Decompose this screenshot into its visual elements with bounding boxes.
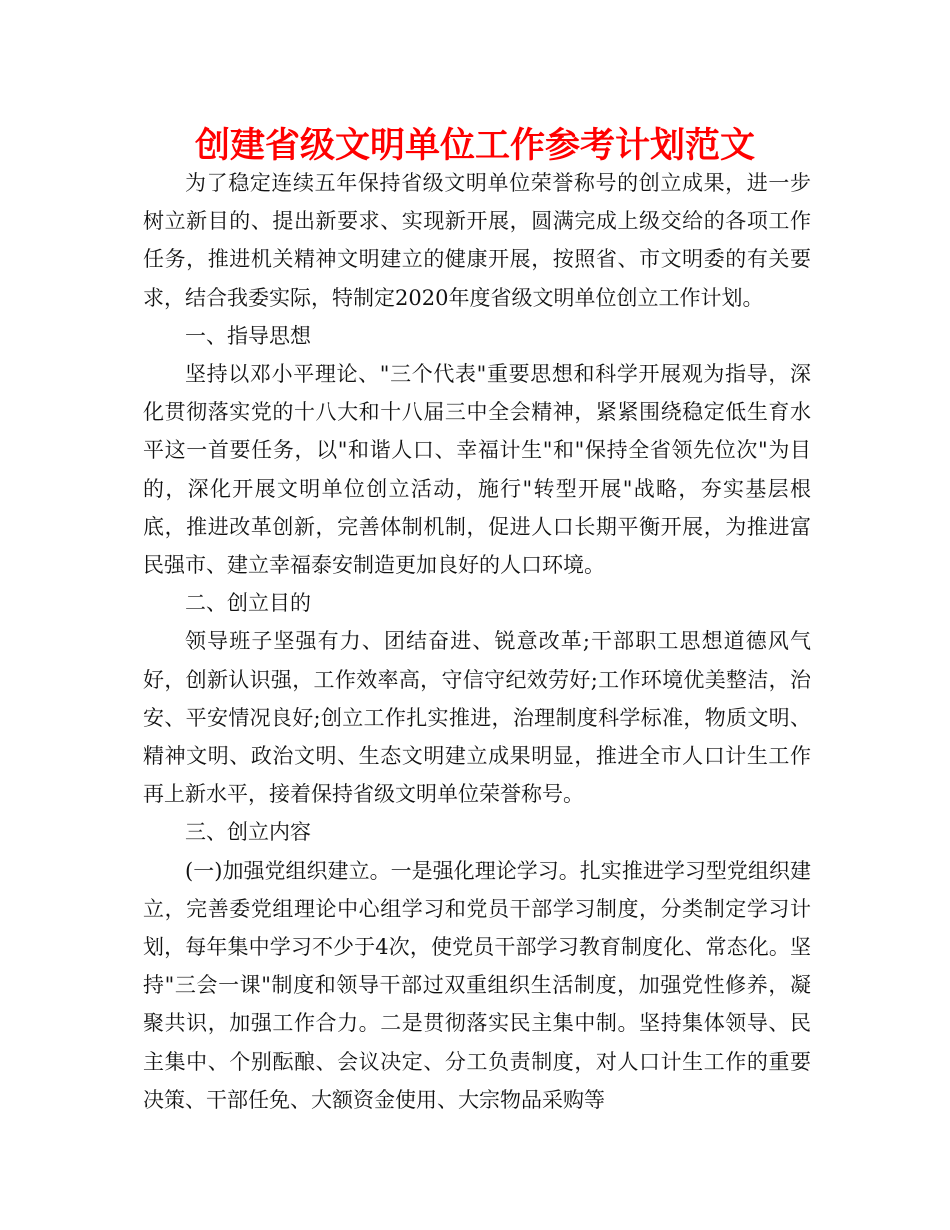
document-title: 创建省级文明单位工作参考计划范文: [194, 126, 755, 166]
paragraph-intro: 为了稳定连续五年保持省级文明单位荣誉称号的创立成果，进一步树立新目的、提出新要求、实现新开展，圆满完成上级交给的各项工作任务，推进机关精神文明建立的健康开展，按照省、市文明委的有关要求，结合我委实际，特制定2020年度省级文明单位创立工作计划。: [143, 171, 811, 310]
paragraph-guiding-ideology: 坚持以邓小平理论、"三个代表"重要思想和科学开展观为指导，深化贯彻落实党的十八大和十八届三中全会精神，紧紧围绕稳定低生育水平这一首要任务，以"和谐人口、幸福计生"和"保持全省领先位次"为目的，深化开展文明单位创立活动，施行"转型开展"战略，夯实基层根底，推进改革创新，完善体制机制，促进人口长期平衡开展，为推进富民强市、建立幸福泰安制造更加良好的人口环境。: [143, 362, 811, 578]
paragraph-content: (一)加强党组织建立。一是强化理论学习。扎实推进学习型党组织建立，完善委党组理论中心组学习和党员干部学习制度，分类制定学习计划，每年集中学习不少于4次，使党员干部学习教育制度化、常态化。坚持"三会一课"制度和领导干部过双重组织生活制度，加强党性修养，凝聚共识，加强工作合力。二是贯彻落实民主集中制。坚持集体领导、民主集中、个别酝酿、会议决定、分工负责制度，对人口计生工作的重要决策、干部任免、大额资金使用、大宗物品采购等: [143, 858, 811, 1112]
heading-goals: 二、创立目的: [185, 591, 311, 616]
document-body: [143, 164, 811, 1119]
heading-guiding-ideology: 一、指导思想: [185, 323, 311, 348]
paragraph-goals: 领导班子坚强有力、团结奋进、锐意改革;干部职工思想道德风气好，创新认识强，工作效率高，守信守纪效劳好;工作环境优美整洁，治安、平安情况良好;创立工作扎实推进，治理制度科学标准，物质文明、精神文明、政治文明、生态文明建立成果明显，推进全市人口计生工作再上新水平，接着保持省级文明单位荣誉称号。: [143, 629, 811, 807]
heading-content: 三、创立内容: [185, 820, 311, 845]
